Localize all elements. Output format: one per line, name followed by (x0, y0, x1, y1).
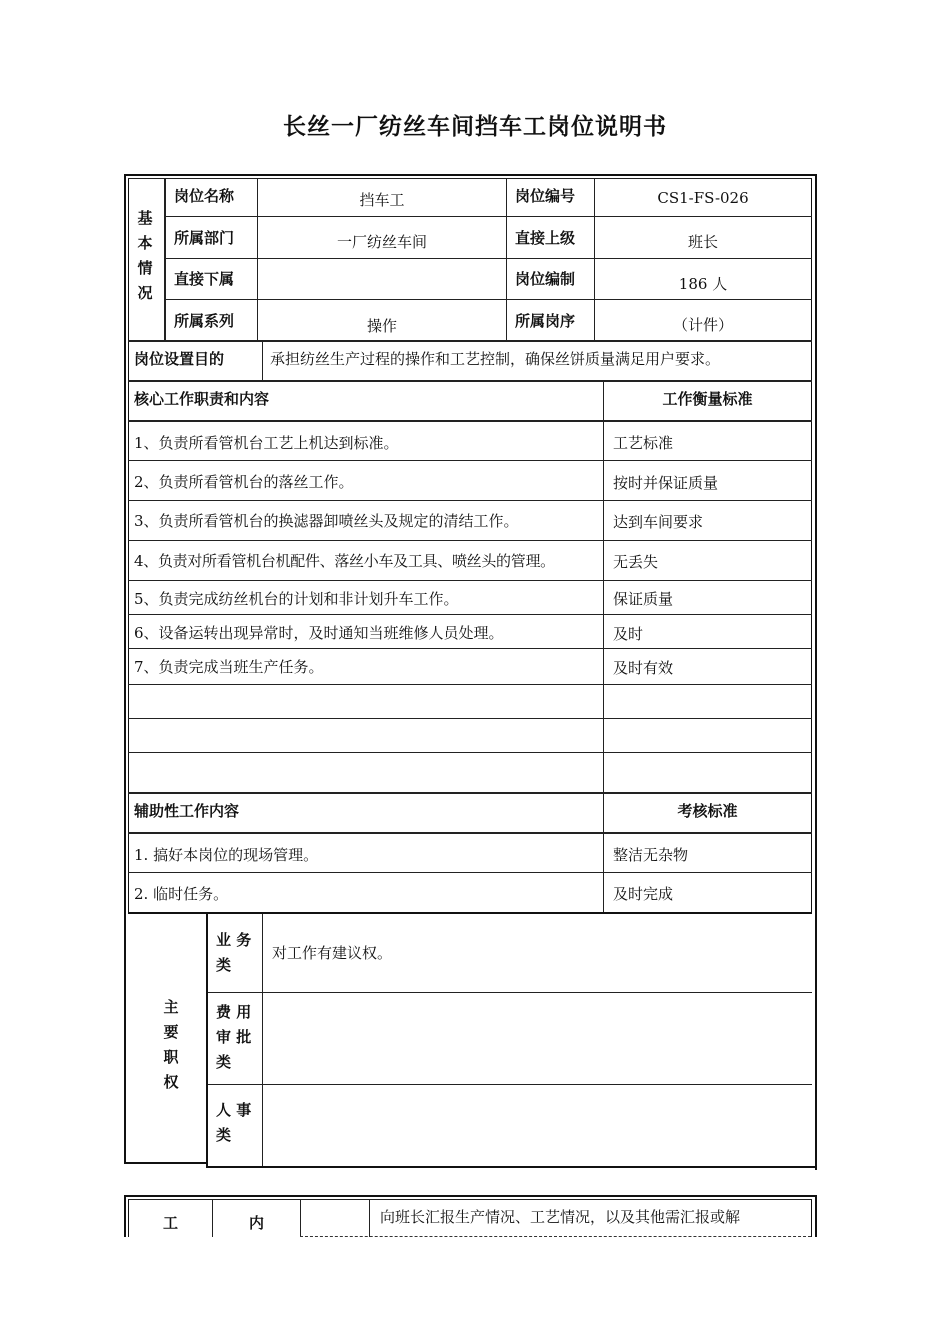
core-duties-header: 核心工作职责和内容 (134, 390, 270, 408)
core-duty-5: 5、负责完成纺丝机台的计划和非计划升车工作。 (134, 590, 459, 608)
value-series: 操作 (366, 317, 397, 335)
value-headcount: 186 人 (678, 275, 728, 293)
core-standard-7: 及时有效 (613, 659, 674, 677)
page-title: 长丝一厂纺丝车间挡车工岗位说明书 (283, 114, 667, 140)
aux-standard-header: 考核标准 (677, 802, 738, 820)
authority-category-expense: 费 用 审 批 类 (216, 1003, 252, 1071)
value-direct-superior: 班长 (687, 233, 718, 251)
aux-standard-2: 及时完成 (613, 885, 674, 903)
core-standard-1: 工艺标准 (613, 434, 674, 452)
aux-duty-2: 2. 临时任务。 (134, 885, 229, 903)
label-series: 所属系列 (174, 312, 235, 330)
relations-col2-label: 内 (248, 1214, 264, 1232)
relations-text: 向班长汇报生产情况、工艺情况，以及其他需汇报或解 (380, 1208, 741, 1226)
core-duty-7: 7、负责完成当班生产任务。 (134, 658, 324, 676)
relations-col1-label: 工 (162, 1214, 178, 1232)
core-duty-6: 6、设备运转出现异常时，及时通知当班维修人员处理。 (134, 624, 504, 642)
core-duty-1: 1、负责所看管机台工艺上机达到标准。 (134, 434, 399, 452)
purpose-text: 承担纺丝生产过程的操作和工艺控制，确保丝饼质量满足用户要求。 (270, 350, 721, 368)
aux-duties-header: 辅助性工作内容 (134, 802, 240, 820)
aux-duty-1: 1. 搞好本岗位的现场管理。 (134, 846, 319, 864)
core-duty-3: 3、负责所看管机台的换滤器卸喷丝头及规定的清结工作。 (134, 512, 519, 530)
value-position-name: 挡车工 (359, 191, 405, 209)
core-standard-5: 保证质量 (613, 590, 674, 608)
authority-label: 主要职权 (163, 998, 179, 1091)
core-standard-2: 按时并保证质量 (613, 474, 719, 492)
core-standard-4: 无丢失 (613, 553, 659, 571)
work-relations-table (0, 1190, 950, 1250)
label-headcount: 岗位编制 (515, 270, 576, 288)
label-position-name: 岗位名称 (174, 187, 235, 205)
basic-info-label: 基本情况 (137, 209, 153, 302)
value-position-rank: （计件） (672, 316, 733, 334)
authority-text-business: 对工作有建议权。 (272, 944, 393, 962)
core-duty-2: 2、负责所看管机台的落丝工作。 (134, 473, 354, 491)
core-standard-6: 及时 (613, 625, 644, 643)
purpose-label: 岗位设置目的 (134, 350, 225, 368)
value-position-code: CS1-FS-026 (657, 189, 749, 207)
core-standard-3: 达到车间要求 (613, 513, 704, 531)
core-standard-header: 工作衡量标准 (662, 390, 753, 408)
authority-category-business: 业 务 类 (216, 931, 252, 974)
aux-standard-1: 整洁无杂物 (613, 846, 689, 864)
core-duty-4: 4、负责对所看管机台机配件、落丝小车及工具、喷丝头的管理。 (134, 552, 555, 570)
label-direct-superior: 直接上级 (515, 229, 576, 247)
label-position-rank: 所属岗序 (515, 312, 576, 330)
value-department: 一厂纺丝车间 (336, 233, 427, 251)
label-department: 所属部门 (174, 229, 235, 247)
label-direct-subordinate: 直接下属 (174, 270, 235, 288)
label-position-code: 岗位编号 (515, 187, 576, 205)
authority-category-personnel: 人 事 类 (216, 1101, 252, 1144)
